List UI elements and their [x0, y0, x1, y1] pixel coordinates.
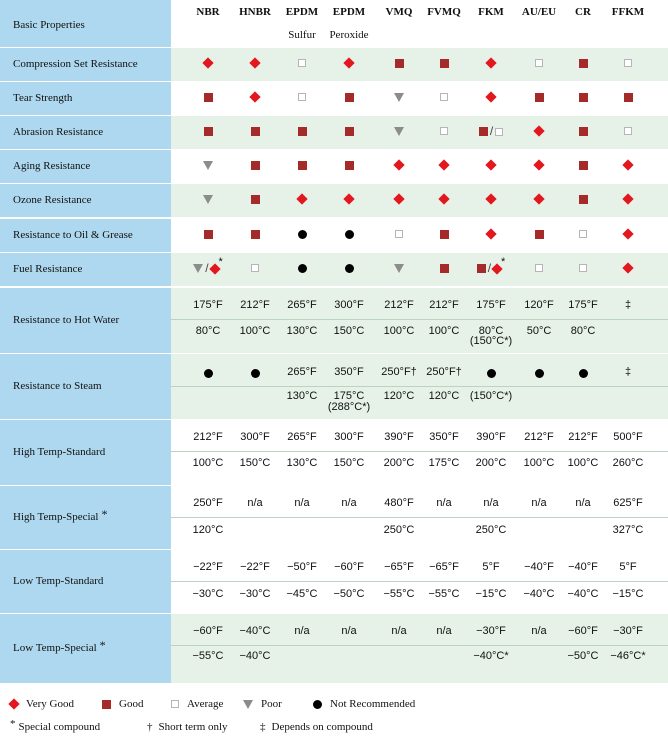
- table-cell: −40°F: [568, 561, 598, 573]
- not-recommended-icon: [251, 369, 260, 378]
- table-cell: 260°C: [612, 457, 644, 469]
- average-icon: [579, 264, 587, 272]
- very-good-icon: [533, 125, 544, 136]
- legend-special: [10, 718, 101, 733]
- table-cell: [600, 91, 656, 104]
- table-cell: −40°C: [239, 625, 271, 637]
- table-cell: [321, 159, 377, 172]
- good-icon: [579, 127, 588, 136]
- good-icon: [204, 127, 213, 136]
- table-cell: 625°F: [613, 497, 643, 509]
- table-cell: n/a: [575, 497, 591, 509]
- table-cell: [600, 228, 656, 241]
- average-icon: [440, 127, 448, 135]
- good-icon: [624, 93, 633, 102]
- table-row: [0, 252, 668, 286]
- table-cell: 212°F: [524, 431, 554, 443]
- poor-icon: [394, 93, 404, 102]
- table-cell: n/a: [483, 497, 499, 509]
- table-cell: −50°F: [287, 561, 317, 573]
- table-cell: −55°C: [428, 588, 460, 600]
- poor-icon: [243, 700, 253, 709]
- not-recommended-icon: [298, 230, 307, 239]
- average-icon: [298, 59, 306, 67]
- double-dagger-icon: ‡: [260, 721, 266, 733]
- table-cell: 265°F: [287, 366, 317, 378]
- row-label: [0, 353, 171, 419]
- very-good-icon: [296, 193, 307, 204]
- table-cell: n/a: [294, 625, 310, 637]
- good-icon: [440, 264, 449, 273]
- table-cell: n/a: [247, 497, 263, 509]
- row-label: [0, 115, 171, 149]
- legend-good-label: Good: [119, 698, 144, 710]
- table-cell: [321, 262, 377, 275]
- average-icon: [535, 264, 543, 272]
- column-header: EPDM: [285, 6, 319, 18]
- table-cell: 175°F: [568, 299, 598, 311]
- table-row: [0, 613, 668, 683]
- table-cell: 100°C: [523, 457, 555, 469]
- very-good-icon: [533, 193, 544, 204]
- very-good-icon: [533, 159, 544, 170]
- table-cell: [321, 228, 377, 241]
- row-label: [0, 549, 171, 613]
- legend-short-term-label: Short term only: [158, 721, 228, 733]
- table-cell: −65°F: [384, 561, 414, 573]
- table-row: [0, 419, 668, 485]
- table-cell: 200°C: [383, 457, 415, 469]
- row-label: [0, 485, 171, 549]
- table-row: [0, 47, 668, 81]
- good-icon: [440, 230, 449, 239]
- row-label: [0, 149, 171, 183]
- average-icon: [624, 59, 632, 67]
- good-icon: [251, 127, 260, 136]
- good-icon: [102, 700, 111, 709]
- special-marker: *: [99, 637, 106, 652]
- good-icon: [535, 93, 544, 102]
- poor-icon: [394, 264, 404, 273]
- table-cell: [321, 125, 377, 138]
- table-cell: 327°C: [612, 524, 644, 536]
- legend-depends: [260, 721, 373, 733]
- table-cell: 212°F: [384, 299, 414, 311]
- very-good-icon: [343, 57, 354, 68]
- very-good-icon: [622, 262, 633, 273]
- column-header: VMQ: [385, 6, 413, 18]
- column-header: AU/EU: [521, 6, 557, 18]
- table-row: [0, 149, 668, 183]
- table-cell: 250°F: [193, 497, 223, 509]
- table-cell: (150°C*): [469, 390, 513, 402]
- table-cell: n/a: [436, 625, 452, 637]
- table-cell: −55°C: [383, 588, 415, 600]
- column-header: FKM: [478, 6, 504, 18]
- table-cell: 212°F: [240, 299, 270, 311]
- table-cell: −15°C: [475, 588, 507, 600]
- table-cell: 390°F: [476, 431, 506, 443]
- table-cell: 500°F: [613, 431, 643, 443]
- very-good-icon: [8, 698, 19, 709]
- table-cell: −45°C: [286, 588, 318, 600]
- table-cell: [321, 193, 377, 206]
- table-cell: 250°C: [383, 524, 415, 536]
- table-cell: ‡: [624, 366, 632, 378]
- row-label: [0, 183, 171, 217]
- column-subheader: Peroxide: [329, 29, 369, 41]
- good-icon: [579, 93, 588, 102]
- table-cell: 50°C: [526, 325, 552, 337]
- table-cell: 265°F: [287, 299, 317, 311]
- good-icon: [251, 161, 260, 170]
- table-cell: 350°F: [334, 366, 364, 378]
- row-label: [0, 47, 171, 81]
- row-label: [0, 252, 171, 286]
- row-label: [0, 613, 171, 683]
- table-cell: 150°C: [333, 325, 365, 337]
- table-cell: [600, 125, 656, 138]
- table-cell: −46°C*: [610, 650, 646, 662]
- table-cell: /: [463, 125, 519, 138]
- table-row: [0, 287, 668, 353]
- very-good-icon: [622, 193, 633, 204]
- row-label-text: Resistance to Steam: [13, 380, 102, 392]
- table-cell: n/a: [436, 497, 452, 509]
- very-good-icon: [438, 193, 449, 204]
- row-label-text: Abrasion Resistance: [13, 126, 104, 138]
- table-cell: 250°C: [475, 524, 507, 536]
- table-cell: 130°C: [286, 325, 318, 337]
- header-label: Basic Properties: [0, 0, 171, 47]
- table-cell: [600, 159, 656, 172]
- table-cell: −40°C: [523, 588, 555, 600]
- table-row: [0, 218, 668, 252]
- table-cell: ‡: [624, 299, 632, 311]
- table-cell: 300°F: [240, 431, 270, 443]
- table-cell: 175°F: [193, 299, 223, 311]
- average-icon: [579, 230, 587, 238]
- column-header: FFKM: [611, 6, 645, 18]
- column-header: FVMQ: [427, 6, 461, 18]
- table-cell: 265°F: [287, 431, 317, 443]
- column-header: HNBR: [239, 6, 271, 18]
- legend: [0, 683, 668, 749]
- special-marker: *: [101, 506, 108, 521]
- legend-not-recommended: [313, 698, 415, 710]
- table-cell: 250°F†: [381, 366, 417, 378]
- legend-average: [171, 698, 223, 710]
- table-row: [0, 115, 668, 149]
- legend-depends-label: Depends on compound: [271, 721, 373, 733]
- table-cell: 80°C: [195, 325, 221, 337]
- very-good-icon: [393, 193, 404, 204]
- very-good-icon: [485, 228, 496, 239]
- good-icon: [251, 195, 260, 204]
- table-cell: [600, 57, 656, 70]
- average-icon: [535, 59, 543, 67]
- good-icon: [298, 127, 307, 136]
- row-label-text: Low Temp-Special: [13, 642, 97, 654]
- table-cell: [600, 262, 656, 275]
- table-cell: 130°C: [286, 390, 318, 402]
- table-cell: 100°C: [383, 325, 415, 337]
- table-cell: 175°F: [476, 299, 506, 311]
- row-label-text: Ozone Resistance: [13, 194, 92, 206]
- table-cell: 300°F: [334, 299, 364, 311]
- not-recommended-icon: [579, 369, 588, 378]
- table-cell: 480°F: [384, 497, 414, 509]
- average-icon: [495, 128, 503, 136]
- table-cell: 212°F: [568, 431, 598, 443]
- average-icon: [440, 93, 448, 101]
- column-header: NBR: [196, 6, 220, 18]
- table-cell: −50°C: [567, 650, 599, 662]
- good-icon: [251, 230, 260, 239]
- table-cell: 120°C: [383, 390, 415, 402]
- table-cell: −60°F: [334, 561, 364, 573]
- table-cell: 212°F: [193, 431, 223, 443]
- table-cell: n/a: [341, 497, 357, 509]
- legend-not-recommended-label: Not Recommended: [330, 698, 416, 710]
- good-icon: [479, 127, 488, 136]
- table-cell: 120°F: [524, 299, 554, 311]
- good-icon: [345, 127, 354, 136]
- row-label-text: Compression Set Resistance: [13, 58, 138, 70]
- legend-poor: [243, 698, 282, 710]
- legend-special-label: Special compound: [18, 721, 101, 733]
- table-cell: 150°C: [239, 457, 271, 469]
- table-cell: −55°C: [192, 650, 224, 662]
- asterisk-icon: *: [10, 718, 16, 730]
- table-cell: 350°F: [429, 431, 459, 443]
- good-icon: [298, 161, 307, 170]
- table-cell: −60°F: [193, 625, 223, 637]
- column-subheader: Sulfur: [288, 29, 316, 41]
- table-cell: −22°F: [193, 561, 223, 573]
- good-icon: [579, 59, 588, 68]
- table-cell: −40°F: [524, 561, 554, 573]
- poor-icon: [394, 127, 404, 136]
- table-cell: [321, 57, 377, 70]
- good-icon: [204, 230, 213, 239]
- table-cell: n/a: [531, 497, 547, 509]
- table-cell: −30°C: [239, 588, 271, 600]
- table-cell: / *: [180, 262, 236, 275]
- row-label-text: High Temp-Standard: [13, 446, 106, 458]
- very-good-icon: [485, 159, 496, 170]
- average-icon: [171, 700, 179, 708]
- legend-very-good-label: Very Good: [26, 698, 74, 710]
- good-icon: [440, 59, 449, 68]
- table-cell: n/a: [391, 625, 407, 637]
- table-cell: 100°C: [428, 325, 460, 337]
- very-good-icon: [343, 193, 354, 204]
- very-good-icon: [393, 159, 404, 170]
- very-good-icon: [485, 57, 496, 68]
- table-cell: −40°C: [567, 588, 599, 600]
- table-cell: 120°C: [428, 390, 460, 402]
- table-cell: −30°F: [476, 625, 506, 637]
- table-row: [0, 485, 668, 549]
- row-label: [0, 81, 171, 115]
- legend-very-good: [10, 698, 74, 710]
- table-cell: 390°F: [384, 431, 414, 443]
- dagger-icon: †: [147, 721, 153, 733]
- table-cell: 100°C: [239, 325, 271, 337]
- very-good-icon: [438, 159, 449, 170]
- table-cell: n/a: [531, 625, 547, 637]
- asterisk-icon: *: [218, 256, 223, 268]
- table-row: [0, 353, 668, 419]
- table-cell: 80°C: [570, 325, 596, 337]
- table-cell: 300°F: [334, 431, 364, 443]
- good-icon: [395, 59, 404, 68]
- row-label: [0, 218, 171, 252]
- table-cell: 250°F†: [426, 366, 462, 378]
- very-good-icon: [249, 57, 260, 68]
- legend-average-label: Average: [187, 698, 224, 710]
- very-good-icon: [202, 57, 213, 68]
- poor-icon: [193, 264, 203, 273]
- table-cell: 80°C: [478, 325, 504, 337]
- good-icon: [345, 93, 354, 102]
- table-cell: n/a: [294, 497, 310, 509]
- table-cell: −15°C: [612, 588, 644, 600]
- very-good-icon: [622, 159, 633, 170]
- row-label-text: High Temp-Special: [13, 511, 99, 523]
- table-cell: 100°C: [192, 457, 224, 469]
- table-cell: 212°F: [429, 299, 459, 311]
- table-cell: −22°F: [240, 561, 270, 573]
- table-cell: −40°C: [239, 650, 271, 662]
- table-cell: 5°F: [482, 561, 500, 573]
- average-icon: [298, 93, 306, 101]
- good-icon: [477, 264, 486, 273]
- asterisk-icon: *: [501, 256, 506, 268]
- not-recommended-icon: [345, 264, 354, 273]
- table-cell: [321, 91, 377, 104]
- very-good-icon: [485, 193, 496, 204]
- very-good-icon: [485, 91, 496, 102]
- row-label-text: Low Temp-Standard: [13, 575, 104, 587]
- good-icon: [535, 230, 544, 239]
- table-cell: 130°C: [286, 457, 318, 469]
- row-label-text: Resistance to Oil & Grease: [13, 229, 133, 241]
- average-icon: [395, 230, 403, 238]
- table-cell: n/a: [341, 625, 357, 637]
- table-cell: 120°C: [192, 524, 224, 536]
- not-recommended-icon: [204, 369, 213, 378]
- table-cell: [600, 193, 656, 206]
- column-header: CR: [575, 6, 591, 18]
- poor-icon: [203, 195, 213, 204]
- legend-short-term: [147, 721, 228, 733]
- table-cell: 175°C: [428, 457, 460, 469]
- table-cell: −40°C*: [473, 650, 509, 662]
- good-icon: [579, 195, 588, 204]
- table-cell: −30°C: [192, 588, 224, 600]
- legend-good: [102, 698, 143, 710]
- table-row: [0, 81, 668, 115]
- row-label-text: Resistance to Hot Water: [13, 314, 120, 326]
- very-good-icon: [249, 91, 260, 102]
- not-recommended-icon: [313, 700, 322, 709]
- row-label-text: Tear Strength: [13, 92, 73, 104]
- good-icon: [204, 93, 213, 102]
- average-icon: [251, 264, 259, 272]
- average-icon: [624, 127, 632, 135]
- table-cell: (288°C*): [327, 401, 371, 413]
- row-label-text: Fuel Resistance: [13, 263, 83, 275]
- table-cell: 175°C: [333, 390, 365, 402]
- not-recommended-icon: [487, 369, 496, 378]
- not-recommended-icon: [345, 230, 354, 239]
- table-cell: 5°F: [619, 561, 637, 573]
- table-cell: / *: [463, 262, 519, 275]
- table-row: [0, 549, 668, 613]
- row-label-text: Aging Resistance: [13, 160, 91, 172]
- table-header: [0, 0, 668, 47]
- table-cell: −65°F: [429, 561, 459, 573]
- table-row: [0, 183, 668, 217]
- table-cell: −50°C: [333, 588, 365, 600]
- column-header: EPDM: [332, 6, 366, 18]
- good-icon: [345, 161, 354, 170]
- very-good-icon: [622, 228, 633, 239]
- row-label: [0, 287, 171, 353]
- poor-icon: [203, 161, 213, 170]
- not-recommended-icon: [298, 264, 307, 273]
- table-cell: 150°C: [333, 457, 365, 469]
- legend-poor-label: Poor: [261, 698, 282, 710]
- not-recommended-icon: [535, 369, 544, 378]
- table-cell: (150°C*): [469, 335, 513, 347]
- row-label: [0, 419, 171, 485]
- table-cell: −60°F: [568, 625, 598, 637]
- table-cell: −30°F: [613, 625, 643, 637]
- table-cell: 200°C: [475, 457, 507, 469]
- good-icon: [579, 161, 588, 170]
- table-cell: 100°C: [567, 457, 599, 469]
